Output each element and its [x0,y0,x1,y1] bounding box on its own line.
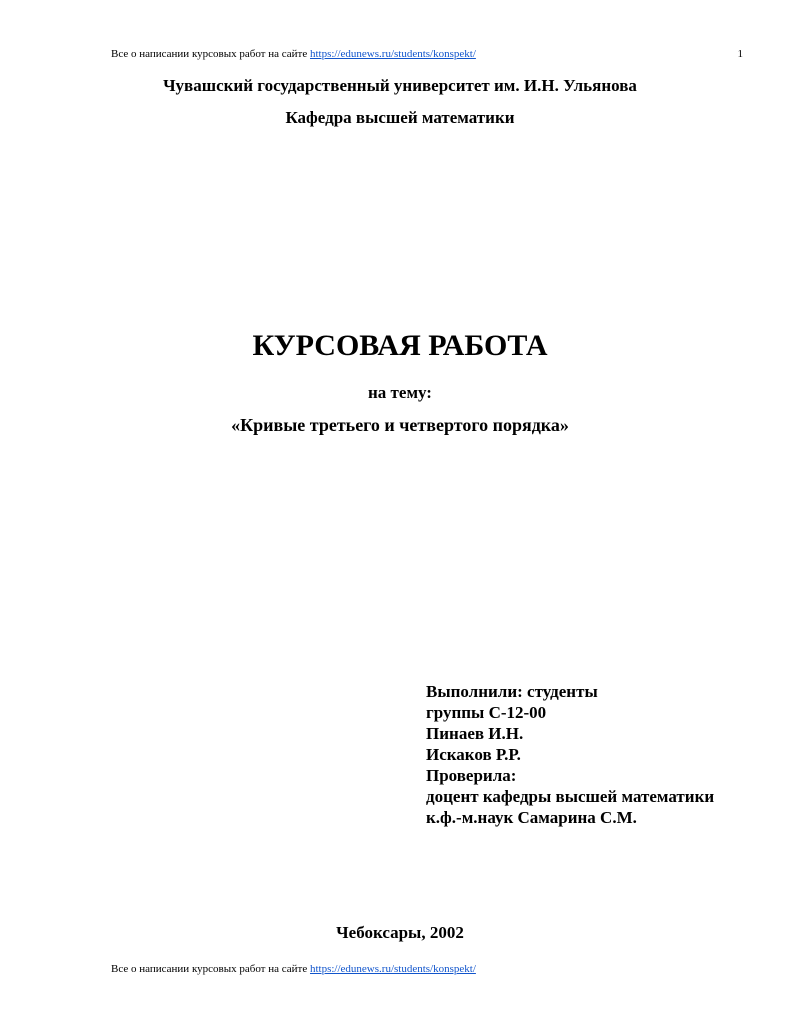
authors-line: Проверила: [426,766,517,785]
authors-line: Искаков Р.Р. [426,745,521,764]
page-number: 1 [737,48,743,60]
header-link[interactable]: https://edunews.ru/students/konspekt/ [309,48,476,60]
authors-line: доцент кафедры высшей математики [426,787,715,806]
authors-line: группы С-12-00 [426,703,547,722]
page-header [111,47,476,61]
footer-text: Все о написании курсовых работ на сайте [111,963,310,975]
page-footer [111,962,476,976]
topic-label: на тему: [368,383,432,402]
topic-title: «Кривые третьего и четвертого порядка» [231,415,569,435]
university-name: Чувашский государственный университет им. И.Н. Ульянова [163,76,637,95]
header-text: Все о написании курсовых работ на сайте [111,48,310,60]
authors-block [426,681,714,828]
department-name: Кафедра высшей математики [285,108,515,127]
footer-link[interactable]: https://edunews.ru/students/konspekt/ [309,963,476,975]
authors-line: к.ф.-м.наук Самарина С.М. [426,808,637,827]
document-type-heading: КУРСОВАЯ РАБОТА [252,329,548,362]
authors-line: Выполнили: студенты [426,682,598,701]
authors-line: Пинаев И.Н. [426,724,524,743]
city-year: Чебоксары, 2002 [336,923,464,942]
